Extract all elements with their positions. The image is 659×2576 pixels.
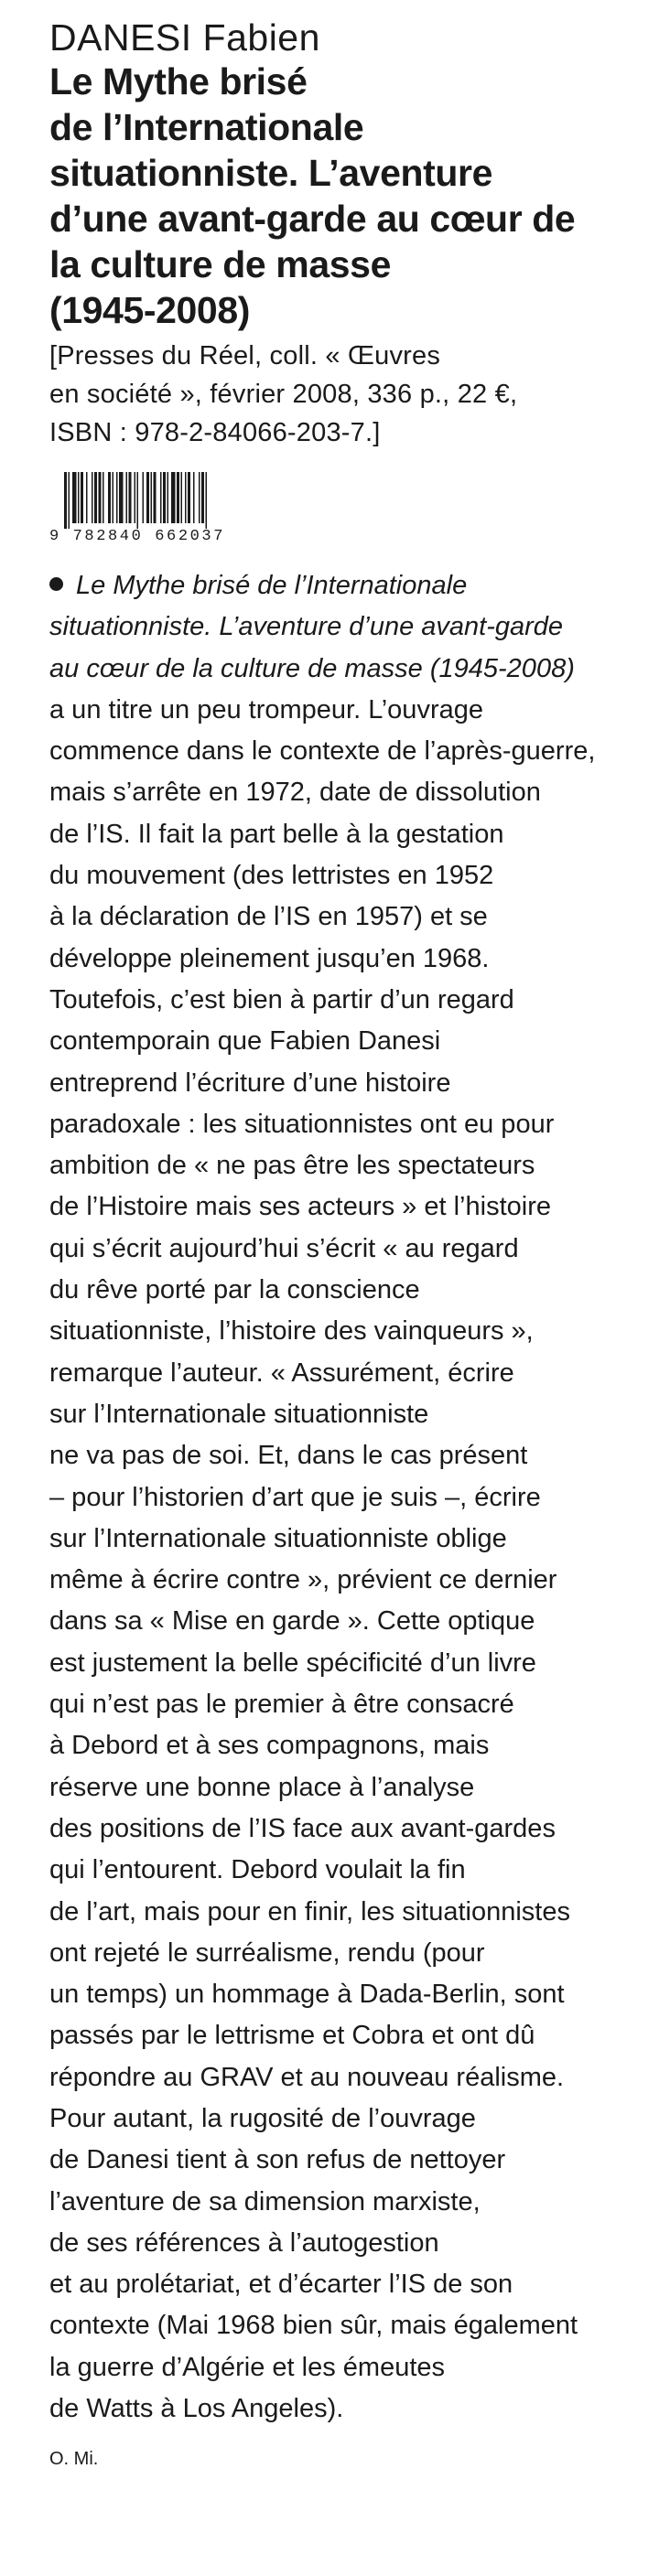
barcode-bar (188, 472, 190, 523)
barcode-bar (163, 472, 166, 523)
barcode-bar (113, 472, 114, 523)
body-line: de l’Histoire mais ses acteurs » et l’histoire (49, 1192, 551, 1222)
barcode-bar (167, 472, 169, 523)
barcode-bar (177, 472, 179, 523)
body-line: paradoxale : les situationnistes ont eu pour (49, 1109, 555, 1139)
body-line: au cœur de la culture de masse (1945-2008) (49, 653, 575, 683)
body-line: de Danesi tient à son refus de nettoyer (49, 2145, 506, 2175)
body-line: du mouvement (des lettristes en 1952 (49, 861, 494, 891)
body-line: répondre au GRAV et au nouveau réalisme. (49, 2062, 565, 2092)
barcode-bar (193, 472, 195, 523)
bullet-icon (49, 577, 63, 591)
body-line: sur l’Internationale situationniste (49, 1399, 429, 1429)
barcode-bar (185, 472, 187, 523)
barcode-bar (199, 472, 200, 523)
body-line: développe pleinement jusqu’en 1968. (49, 943, 490, 973)
body-line: à la déclaration de l’IS en 1957) et se (49, 902, 488, 932)
barcode-bar (69, 472, 70, 529)
barcode-bar (171, 472, 176, 523)
barcode-bars (49, 472, 265, 529)
barcode-bar (146, 472, 149, 523)
barcode-bar (151, 472, 153, 523)
barcode-bar (201, 472, 204, 523)
body-line: qui l’entourent. Debord voulait la fin (49, 1855, 466, 1885)
body-line: ont rejeté le surréalisme, rendu (pour (49, 1937, 485, 1968)
body-line: Toutefois, c’est bien à partir d’un regard (49, 984, 514, 1014)
body-line: qui s’écrit aujourd’hui s’écrit « au regard (49, 1233, 519, 1263)
body-line: du rêve porté par la conscience (49, 1275, 420, 1305)
barcode-bar (143, 472, 145, 523)
barcode-bar (86, 472, 88, 523)
body-line: situationniste. L’aventure d’une avant-garde (49, 612, 564, 642)
barcode-bar (135, 472, 136, 523)
barcode-bar (206, 472, 208, 529)
isbn-barcode (49, 472, 265, 543)
body-line: a un titre un peu trompeur. L’ouvrage (49, 694, 483, 724)
body-line: de l’art, mais pour en finir, les situationnistes (49, 1896, 570, 1927)
barcode-digits: 9 782840 662037 (49, 528, 226, 545)
body-line: et au prolétariat, et d’écarter l’IS de son (49, 2270, 513, 2300)
barcode-bar (108, 472, 111, 523)
body-line: de l’IS. Il fait la part belle à la gestation (49, 819, 504, 849)
body-line: – pour l’historien d’art que je suis –, écrire (49, 1482, 541, 1512)
body-line: passés par le lettrisme et Cobra et ont dû (49, 2021, 535, 2051)
body-line: contexte (Mai 1968 bien sûr, mais également (49, 2311, 578, 2341)
barcode-bar (92, 472, 93, 523)
body-line: dans sa « Mise en garde ». Cette optique (49, 1606, 535, 1637)
body-line: qui n’est pas le premier à être consacré (49, 1690, 514, 1720)
body-line: même à écrire contre », prévient ce dernier (49, 1565, 557, 1595)
body-line: de Watts à Los Angeles). (49, 2394, 344, 2424)
barcode-bar (72, 472, 77, 523)
barcode-bar (160, 472, 162, 523)
body-line: sur l’Internationale situationniste oblige (49, 1523, 507, 1553)
body-line: la guerre d’Algérie et les émeutes (49, 2352, 446, 2382)
body-line: remarque l’auteur. « Assurément, écrire (49, 1358, 514, 1388)
barcode-bar (181, 472, 183, 523)
barcode-bar (78, 472, 80, 523)
body-line: ambition de « ne pas être les spectateurs (49, 1151, 535, 1181)
barcode-bar (94, 472, 97, 523)
reviewer-signature: O. Mi. (49, 2449, 99, 2470)
body-line: l’aventure de sa dimension marxiste, (49, 2186, 481, 2216)
barcode-bar (116, 472, 118, 523)
barcode-bar (129, 472, 132, 523)
barcode-bar (81, 472, 83, 523)
barcode-bar (64, 472, 67, 529)
body-line: à Debord et à ses compagnons, mais (49, 1731, 490, 1761)
barcode-bar (154, 472, 157, 523)
barcode-bar (99, 472, 102, 523)
body-line: contemporain que Fabien Danesi (49, 1026, 441, 1057)
body-line: Pour autant, la rugosité de l’ouvrage (49, 2103, 476, 2133)
barcode-bar (137, 472, 139, 529)
body-line: situationniste, l’histoire des vainqueurs », (49, 1316, 534, 1347)
body-line: des positions de l’IS face aux avant-gardes (49, 1813, 556, 1843)
body-line: entreprend l’écriture d’une histoire (49, 1068, 451, 1098)
book-title: Le Mythe brisé de l’Internationale situationniste. L’aventure d’une avant-garde au cœur de la culture de masse (1945-2008) (49, 60, 576, 331)
publication-details: [Presses du Réel, coll. « Œuvres en société », février 2008, 336 p., 22 €, ISBN : 978-2-84066-203-7.] (49, 341, 518, 447)
body-line: de ses références à l’autogestion (49, 2227, 439, 2258)
barcode-bar (126, 472, 128, 523)
review-article (49, 16, 617, 2470)
barcode-bar (103, 472, 104, 523)
body-line: est justement la belle spécificité d’un livre (49, 1648, 536, 1678)
barcode-bar (119, 472, 124, 523)
body-line: commence dans le contexte de l’après-guerre, (49, 736, 596, 767)
body-line: réserve une bonne place à l’analyse (49, 1772, 475, 1802)
body-line: mais s’arrête en 1972, date de dissolution (49, 778, 541, 808)
body-line: ne va pas de soi. Et, dans le cas présent (49, 1441, 528, 1471)
body-line: un temps) un hommage à Dada-Berlin, sont (49, 1980, 565, 2010)
review-body (49, 565, 621, 2430)
body-line: Le Mythe brisé de l’Internationale (49, 565, 621, 606)
book-author: DANESI Fabien (49, 16, 320, 59)
